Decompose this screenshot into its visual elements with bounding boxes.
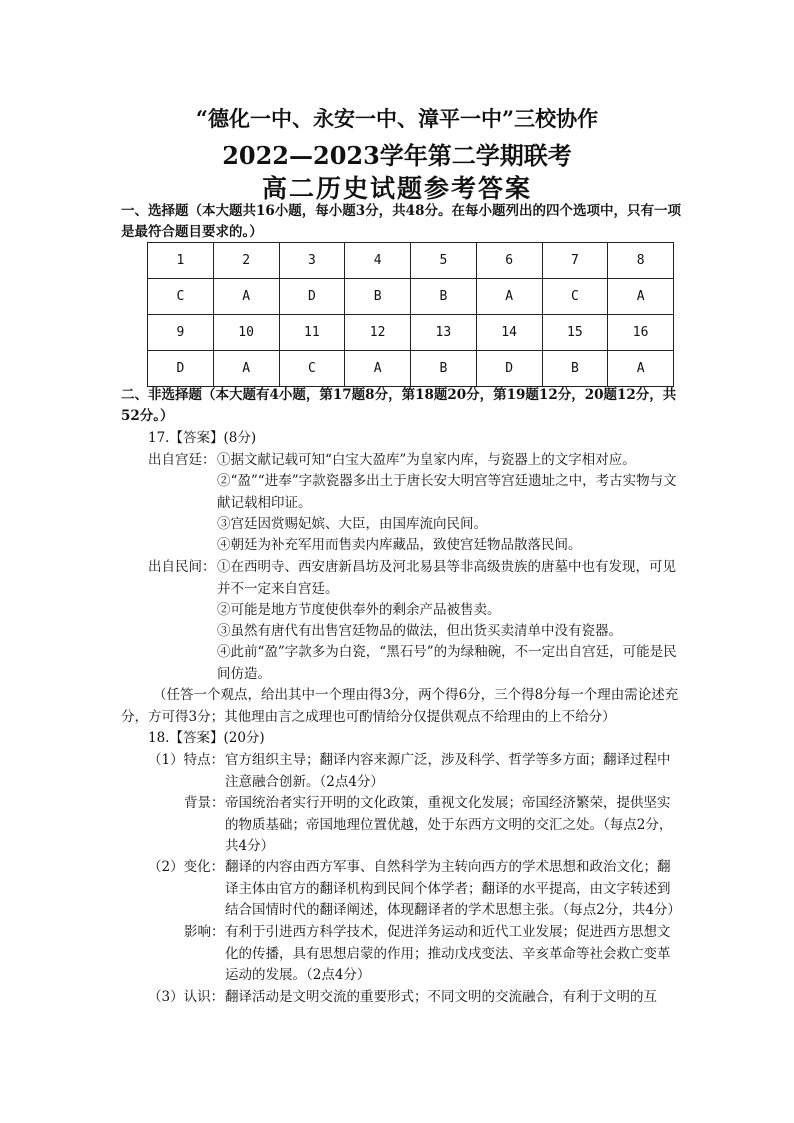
table-cell: 7 [542, 243, 608, 279]
q17-folk-item: ②可能是地方节度使供奉外的剩余产品被售卖。 [217, 602, 501, 618]
table-cell: A [476, 279, 542, 315]
q18-background-label: 背景： [184, 795, 225, 811]
table-cell: C [542, 279, 608, 315]
table-cell: B [411, 279, 477, 315]
table-cell: B [411, 351, 477, 387]
table-row [148, 315, 674, 351]
q17-palace-label: 出自宫廷： [148, 452, 216, 468]
q17-heading: 17.【答案】(8分) [148, 430, 257, 446]
q17-palace-item: ③宫廷因赏赐妃嫔、大臣，由国库流向民间。 [217, 516, 487, 532]
table-cell: B [345, 279, 411, 315]
table-cell: 4 [345, 243, 411, 279]
q18-impact-text: 有利于引进西方科学技术，促进洋务运动和近代工业发展；促进西方思想文化的传播，具有思想启蒙的作用；推动戊戌变法、辛亥革命等社会救亡变革运动的发展。（2点4分） [225, 924, 671, 983]
section2-heading [121, 385, 681, 427]
table-row [148, 279, 674, 315]
table-cell: B [542, 351, 608, 387]
q17-palace-item: ④朝廷为补充军用而售卖内库藏品，致使宫廷物品散落民间。 [217, 537, 582, 553]
section1-heading-text: 一、选择题（本大题共16小题，每小题3分，共48分。在每小题列出的四个选项中，只有一项是最符合题目要求的。） [121, 203, 681, 240]
section1-heading [121, 201, 681, 243]
table-cell: 10 [213, 315, 279, 351]
table-cell: 13 [411, 315, 477, 351]
q18-part3-text: 翻译活动是文明交流的重要形式；不同文明的交流融合，有利于文明的互 [225, 989, 657, 1005]
school-title: “德化一中、永安一中、漳平一中”三校协作 [195, 106, 599, 131]
q17-folk-item: ①在西明寺、西安唐新昌坊及河北易县等非高级贵族的唐墓中也有发现，可见并不一定来自宫廷。 [217, 559, 676, 597]
q17-folk-item: ④此前“盈”字款多为白瓷，“黑石号”的为绿釉碗，不一定出自宫廷，可能是民间仿造。 [217, 644, 677, 682]
q18-part1-text: 官方组织主导；翻译内容来源广泛，涉及科学、哲学等多方面；翻译过程中注意融合创新。（2点4分） [225, 752, 671, 790]
table-cell: 12 [345, 315, 411, 351]
table-cell: A [213, 351, 279, 387]
table-cell: D [476, 351, 542, 387]
q17-palace-item: ②“盈”“进奉”字款瓷器多出土于唐长安大明宫等宫廷遗址之中，考古实物与文献记载相印证。 [217, 473, 677, 511]
answer-table [147, 242, 674, 387]
q18-part1-label: （1）特点： [148, 752, 225, 768]
table-cell: 15 [542, 315, 608, 351]
table-cell: 9 [148, 315, 214, 351]
q18-impact-label: 影响： [184, 924, 225, 940]
table-cell: 14 [476, 315, 542, 351]
table-cell: 6 [476, 243, 542, 279]
table-cell: 3 [279, 243, 345, 279]
table-cell: C [148, 279, 214, 315]
q18-part3-label: （3）认识： [148, 989, 225, 1005]
table-row [148, 351, 674, 387]
table-cell: 5 [411, 243, 477, 279]
q18-part2-label: （2）变化： [148, 859, 225, 875]
answer-title: 高二历史试题参考答案 [261, 174, 532, 203]
section2-heading-text: 二、非选择题（本大题有4小题，第17题8分，第18题20分，第19题12分，20题12分，共52分。） [121, 387, 677, 424]
table-cell: 1 [148, 243, 214, 279]
q17-folk-label: 出自民间： [148, 559, 216, 575]
q17-folk-item: ③虽然有唐代有出售宫廷物品的做法，但出货买卖清单中没有瓷器。 [217, 623, 622, 639]
table-row [148, 243, 674, 279]
q18-part2-text: 翻译的内容由西方军事、自然科学为主转向西方的学术思想和政治文化；翻译主体由官方的翻译机构到民间个体学者；翻译的水平提高，由文字转述到结合国情时代的翻译阐述，体现翻译者的学术思想主张。（每点2分，共4分） [225, 859, 681, 918]
table-cell: 16 [608, 315, 674, 351]
table-cell: A [213, 279, 279, 315]
table-cell: D [279, 279, 345, 315]
table-cell: 8 [608, 243, 674, 279]
q18-heading: 18.【答案】(20分) [148, 730, 265, 746]
table-cell: 2 [213, 243, 279, 279]
table-cell: D [148, 351, 214, 387]
q17-scoring-note: （任答一个观点，给出其中一个理由得3分，两个得6分，三个得8分每一个理由需论述充分，方可得3分；其他理由言之成理也可酌情给分仅提供观点不给理由的上不给分） [121, 687, 679, 725]
q17-palace-item: ①据文献记载可知“白宝大盈库”为皇家内库，与瓷器上的文字相对应。 [217, 452, 636, 468]
table-cell: A [608, 279, 674, 315]
q18-background-text: 帝国统治者实行开明的文化政策，重视文化发展；帝国经济繁荣，提供坚实的物质基础；帝国地理位置优越，处于东西方文明的交汇之处。（每点2分，共4分） [225, 795, 673, 854]
table-cell: 11 [279, 315, 345, 351]
table-cell: A [345, 351, 411, 387]
table-cell: A [608, 351, 674, 387]
table-cell: C [279, 351, 345, 387]
exam-title: 2022—2023学年第二学期联考 [222, 141, 572, 170]
